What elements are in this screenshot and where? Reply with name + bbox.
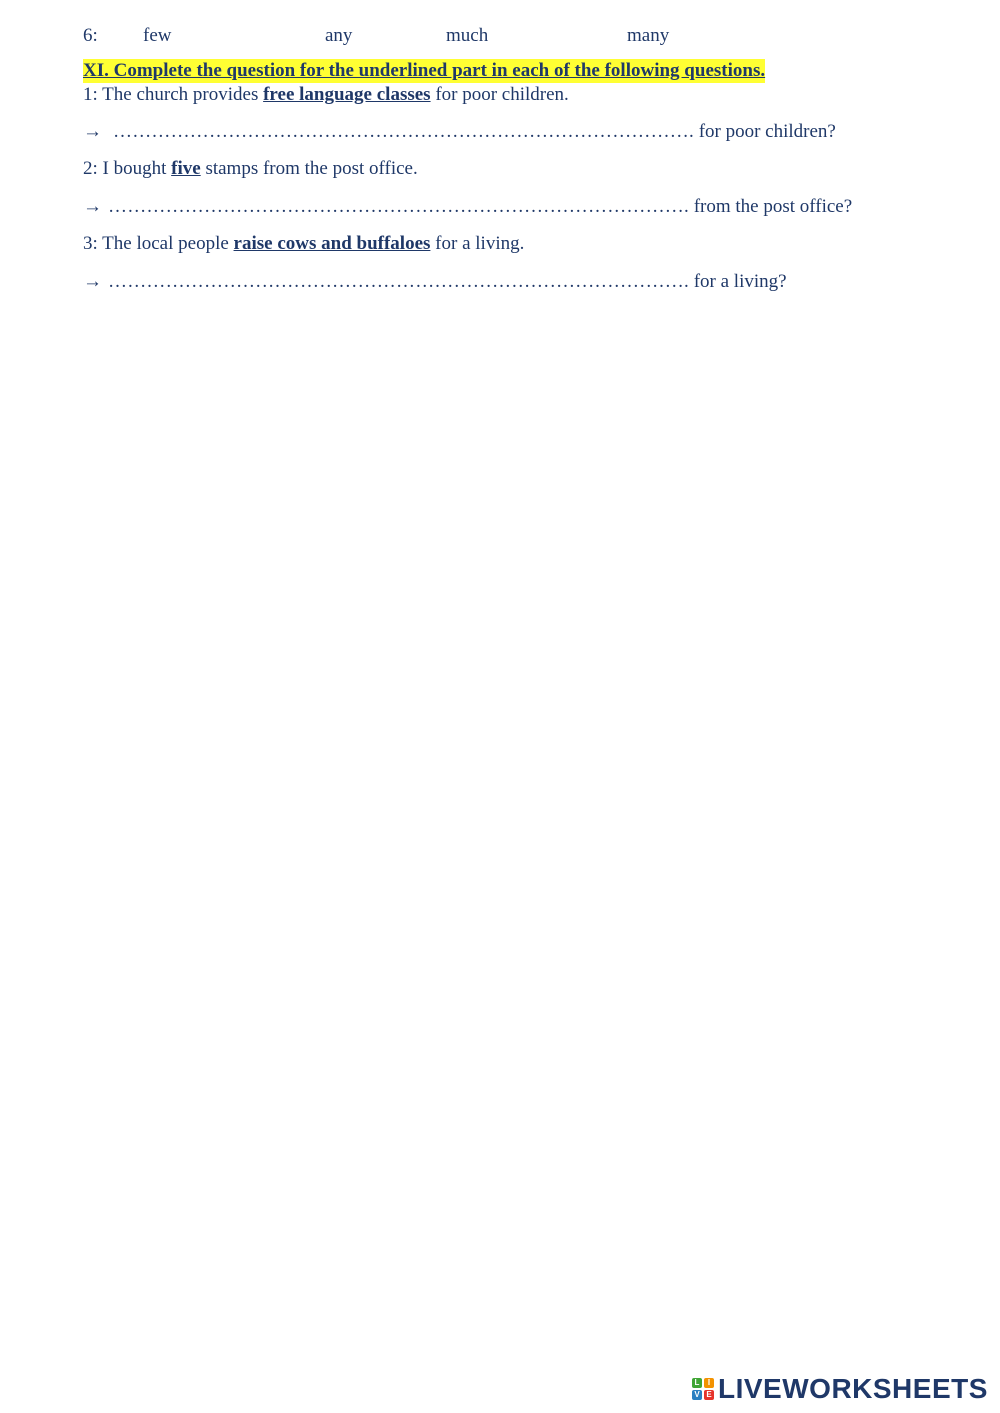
- logo-letter-l: L: [692, 1378, 702, 1388]
- logo-letter-i: I: [704, 1378, 714, 1388]
- answer-field-1[interactable]: ……………………………………………………………………………….: [113, 121, 694, 142]
- question-3-answer-suffix: for a living?: [688, 271, 787, 292]
- arrow-icon: →: [83, 121, 102, 142]
- question-3-prompt-start: 3: The local people: [83, 233, 234, 254]
- question-1-underlined: free language classes: [263, 84, 431, 105]
- logo-mark-icon: [692, 1378, 714, 1400]
- liveworksheets-logo[interactable]: [692, 1374, 988, 1404]
- question-3-underlined: raise cows and buffaloes: [233, 233, 431, 254]
- option-many: many: [627, 25, 670, 46]
- option-much: much: [446, 25, 489, 46]
- option-any: any: [325, 25, 353, 46]
- question-2-underlined: five: [171, 158, 201, 179]
- options-row-number: 6:: [83, 25, 98, 46]
- question-1-answer-suffix: for poor children?: [693, 121, 836, 142]
- arrow-icon: →: [83, 196, 102, 217]
- answer-field-2[interactable]: ……………………………………………………………………………….: [108, 196, 689, 217]
- logo-text: LIVEWORKSHEETS: [718, 1373, 988, 1404]
- question-1-prompt-end: for poor children.: [430, 84, 569, 105]
- question-2-answer-suffix: from the post office?: [688, 196, 853, 217]
- question-3-answer-line: [83, 270, 787, 294]
- section-heading: XI. Complete the question for the underlined part in each of the following questions.: [83, 60, 766, 81]
- question-1-prompt: [83, 83, 569, 107]
- question-1-answer-line: [83, 120, 836, 144]
- question-1-prompt-start: 1: The church provides: [83, 84, 264, 105]
- logo-letter-e: E: [704, 1390, 714, 1400]
- question-2-answer-line: [83, 195, 852, 219]
- arrow-icon: →: [83, 271, 102, 292]
- question-2-prompt-end: stamps from the post office.: [200, 158, 418, 179]
- question-2-prompt: [83, 157, 418, 181]
- question-3-prompt-end: for a living.: [430, 233, 525, 254]
- question-3-prompt: [83, 232, 524, 256]
- logo-letter-v: V: [692, 1390, 702, 1400]
- question-2-prompt-start: 2: I bought: [83, 158, 172, 179]
- option-few: few: [143, 25, 172, 46]
- answer-field-3[interactable]: ……………………………………………………………………………….: [108, 271, 689, 292]
